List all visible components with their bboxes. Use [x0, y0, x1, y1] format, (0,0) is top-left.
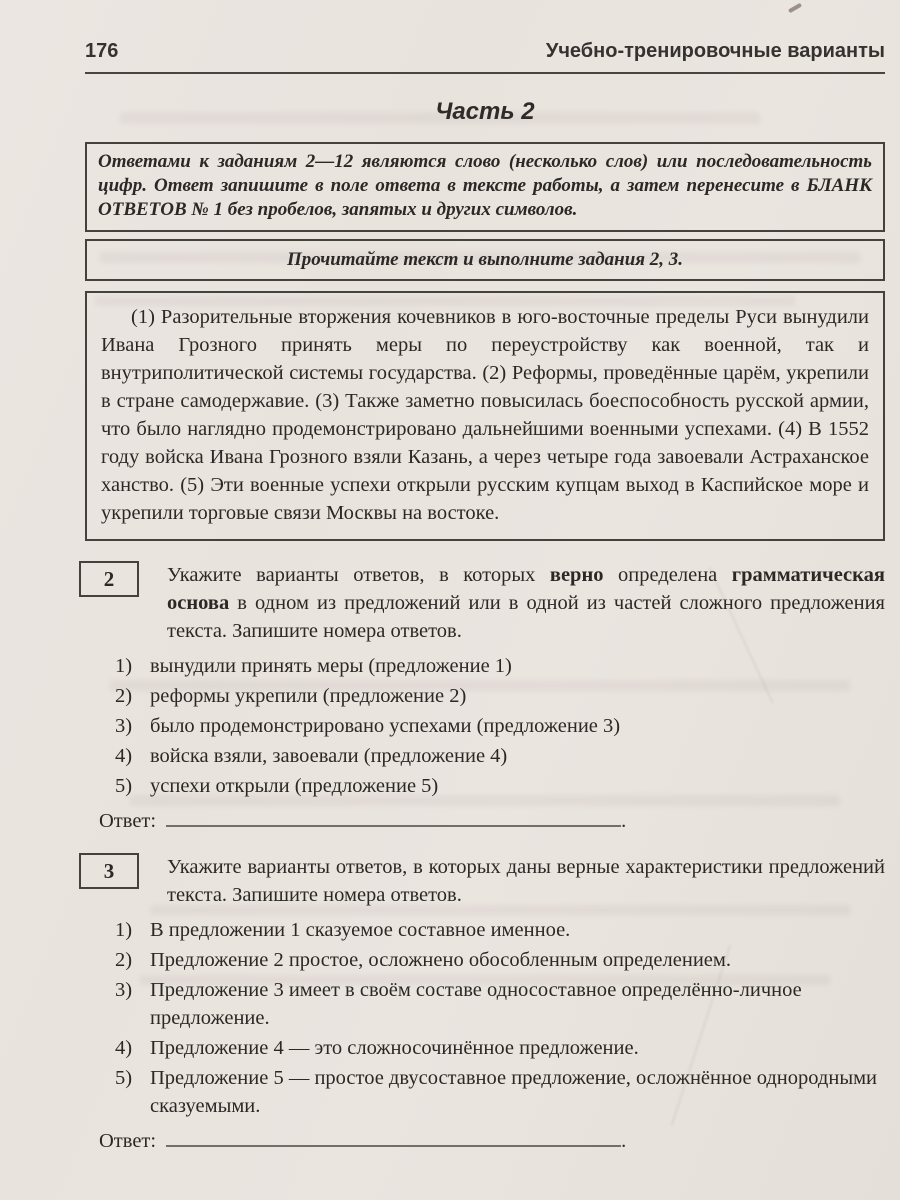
option-item [85, 682, 885, 710]
option-item [85, 772, 885, 800]
answer-label: Ответ: [99, 810, 157, 832]
page-header [85, 40, 885, 63]
task-3-answer-row [85, 1129, 885, 1153]
read-instruction-box [85, 239, 885, 281]
section-title: Часть 2 [435, 98, 535, 125]
option-number: 2) [115, 949, 133, 971]
option-text: Предложение 4 — это сложносочинённое предложение. [150, 1037, 639, 1059]
option-item [85, 742, 885, 770]
task-2-number-box [79, 561, 139, 597]
answer-period: . [621, 810, 627, 832]
task-2-statement: Укажите варианты ответов, в которых верно определена грамматическая основа в одном из предложений или в одной из частей сложного предложения текста. Запишите номера ответов. [167, 564, 885, 642]
read-instruction-text: Прочитайте текст и выполните задания 2, 3. [286, 249, 684, 270]
answer-period: . [621, 1130, 627, 1152]
option-number: 5) [115, 775, 133, 797]
task-3-number-box [79, 853, 139, 889]
task-2-answer-blank [166, 809, 621, 827]
option-text: войска взяли, завоевали (предложение 4) [150, 745, 508, 767]
task-2 [85, 561, 885, 833]
option-number: 1) [115, 919, 133, 941]
passage-text: (1) Разорительные вторжения кочевников в юго-восточные пределы Руси вынудили Ивана Грозного принять меры по переустройству как военной, так и внутриполитической системы государства. (2) Реформы, проведённые царём, укрепили в стране самодержавие. (3) Также заметно повысилась боеспособность русской армии, что было наглядно продемонстрировано дальнейшими военными успехами. (4) В 1552 году войска Ивана Грозного взяли Казань, а через четыре года завоевали Астраханское ханство. (5) Эти военные успехи открыли русским купцам выход в Каспийское море и укрепили торговые связи Москвы на востоке. [101, 306, 869, 524]
option-text: Предложение 5 — простое двусоставное предложение, осложнённое однородными сказуемыми. [150, 1067, 878, 1117]
option-text: было продемонстрировано успехами (предложение 3) [150, 715, 621, 737]
task-3-options [85, 916, 885, 1120]
option-number: 1) [115, 655, 133, 677]
task-3 [85, 853, 885, 1153]
page-number: 176 [85, 40, 119, 62]
option-number: 3) [115, 715, 133, 737]
option-item [85, 1064, 885, 1120]
option-item [85, 976, 885, 1032]
option-text: реформы укрепили (предложение 2) [150, 685, 467, 707]
option-item [85, 946, 885, 974]
option-text: Предложение 2 простое, осложнено обособленным определением. [150, 949, 731, 971]
task-2-answer-row [85, 809, 885, 833]
option-text: успехи открыли (предложение 5) [150, 775, 439, 797]
task-3-answer-blank [166, 1129, 621, 1147]
answer-label: Ответ: [99, 1130, 157, 1152]
instruction-box [85, 142, 885, 232]
header-rule [85, 72, 885, 74]
task-2-number: 2 [103, 566, 115, 591]
option-number: 5) [115, 1067, 133, 1089]
option-item [85, 1034, 885, 1062]
option-text: Предложение 3 имеет в своём составе односоставное определённо-личное предложение. [150, 979, 802, 1029]
task-3-statement: Укажите варианты ответов, в которых даны верные характеристики предложений текста. Запишите номера ответов. [167, 856, 885, 906]
task-3-number: 3 [103, 858, 115, 883]
option-item [85, 652, 885, 680]
option-item [85, 712, 885, 740]
option-text: В предложении 1 сказуемое составное именное. [150, 919, 571, 941]
option-item [85, 916, 885, 944]
option-number: 3) [115, 979, 133, 1001]
instruction-text: Ответами к заданиям 2—12 являются слово (несколько слов) или последовательность цифр. Ответ запишите в поле ответа в тексте работы, а затем перенесите в БЛАНК ОТВЕТОВ № 1 без пробелов, запятых и других символов. [98, 151, 872, 220]
task-2-options [85, 652, 885, 800]
option-number: 4) [115, 745, 133, 767]
option-number: 2) [115, 685, 133, 707]
option-number: 4) [115, 1037, 133, 1059]
running-header: Учебно-тренировочные варианты [545, 40, 885, 62]
passage-box [85, 291, 885, 541]
option-text: вынудили принять меры (предложение 1) [150, 655, 512, 677]
